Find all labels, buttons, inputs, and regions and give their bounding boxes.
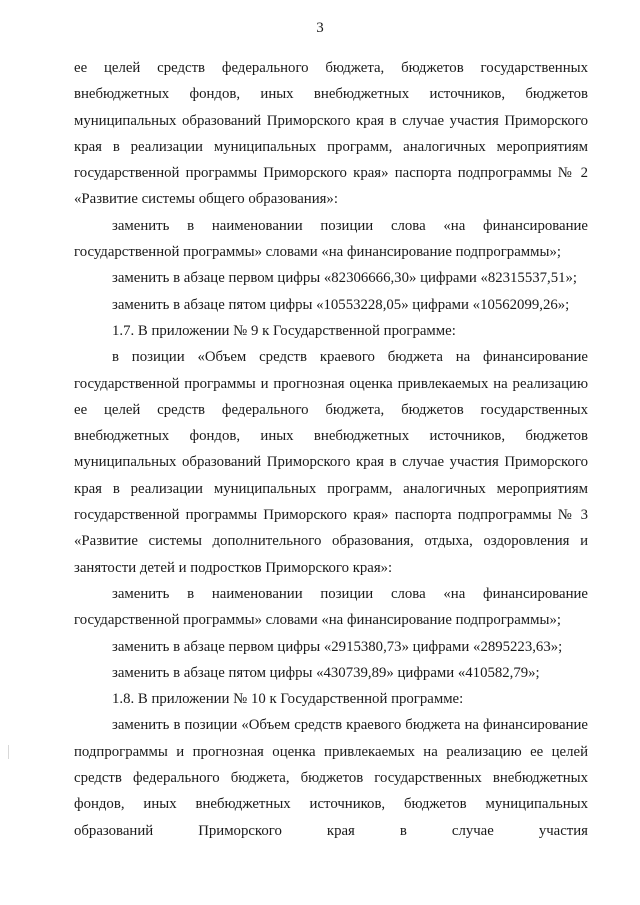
paragraph-position: в позиции «Объем средств краевого бюджета на финансирование государственной программы и прогнозная оценка привлекаемых на реализацию ее целей средств федерального бюджета, бюджетов государственных внебюджетных фондов, иных внебюджетных источников, бюджетов муниципальных образований Приморского края в случае участия Приморского края в реализации муниципальных программ, аналогичных мероприятиям государственной программы Приморского края» паспорта подпрограммы № 3 «Развитие системы дополнительного образования, отдыха, оздоровления и занятости детей и подростков Приморского края»:	[74, 349, 588, 576]
paragraph-continuation: ее целей средств федерального бюджета, бюджетов государственных внебюджетных фондов, иных внебюджетных источников, бюджетов муниципальных образований Приморского края в случае участия Приморского края в реализации муниципальных программ, аналогичных мероприятиям государственной программы Приморского края» паспорта подпрограммы № 2 «Развитие системы общего образования»:	[74, 60, 588, 208]
paragraph-replace-fifth: заменить в абзаце пятом цифры «10553228,05» цифрами «10562099,26»;	[112, 296, 570, 313]
paragraph-replace-name-2: заменить в наименовании позиции слова «на финансирование государственной программы» словами «на финансирование подпрограммы»;	[74, 585, 588, 629]
paragraph-item-1-7: 1.7. В приложении № 9 к Государственной программе:	[112, 322, 456, 339]
paragraph-item-1-8: 1.8. В приложении № 10 к Государственной программе:	[112, 691, 464, 708]
scan-margin-mark	[8, 745, 9, 759]
document-body	[74, 55, 588, 844]
paragraph-replace-first: заменить в абзаце первом цифры «82306666,30» цифрами «82315537,51»;	[112, 270, 578, 287]
paragraph-replace-name: заменить в наименовании позиции слова «на финансирование государственной программы» словами «на финансирование подпрограммы»;	[74, 217, 588, 261]
paragraph-position-2: заменить в позиции «Объем средств краевого бюджета на финансирование подпрограммы и прогнозная оценка привлекаемых на реализацию ее целей средств федерального бюджета, бюджетов государственных внебюджетных фондов, иных внебюджетных источников, бюджетов муниципальных образований Приморского края в случае участия	[74, 717, 588, 839]
page-number: 3	[316, 20, 324, 36]
paragraph-replace-first-2: заменить в абзаце первом цифры «2915380,73» цифрами «2895223,63»;	[112, 638, 563, 655]
paragraph-replace-fifth-2: заменить в абзаце пятом цифры «430739,89» цифрами «410582,79»;	[112, 664, 540, 681]
